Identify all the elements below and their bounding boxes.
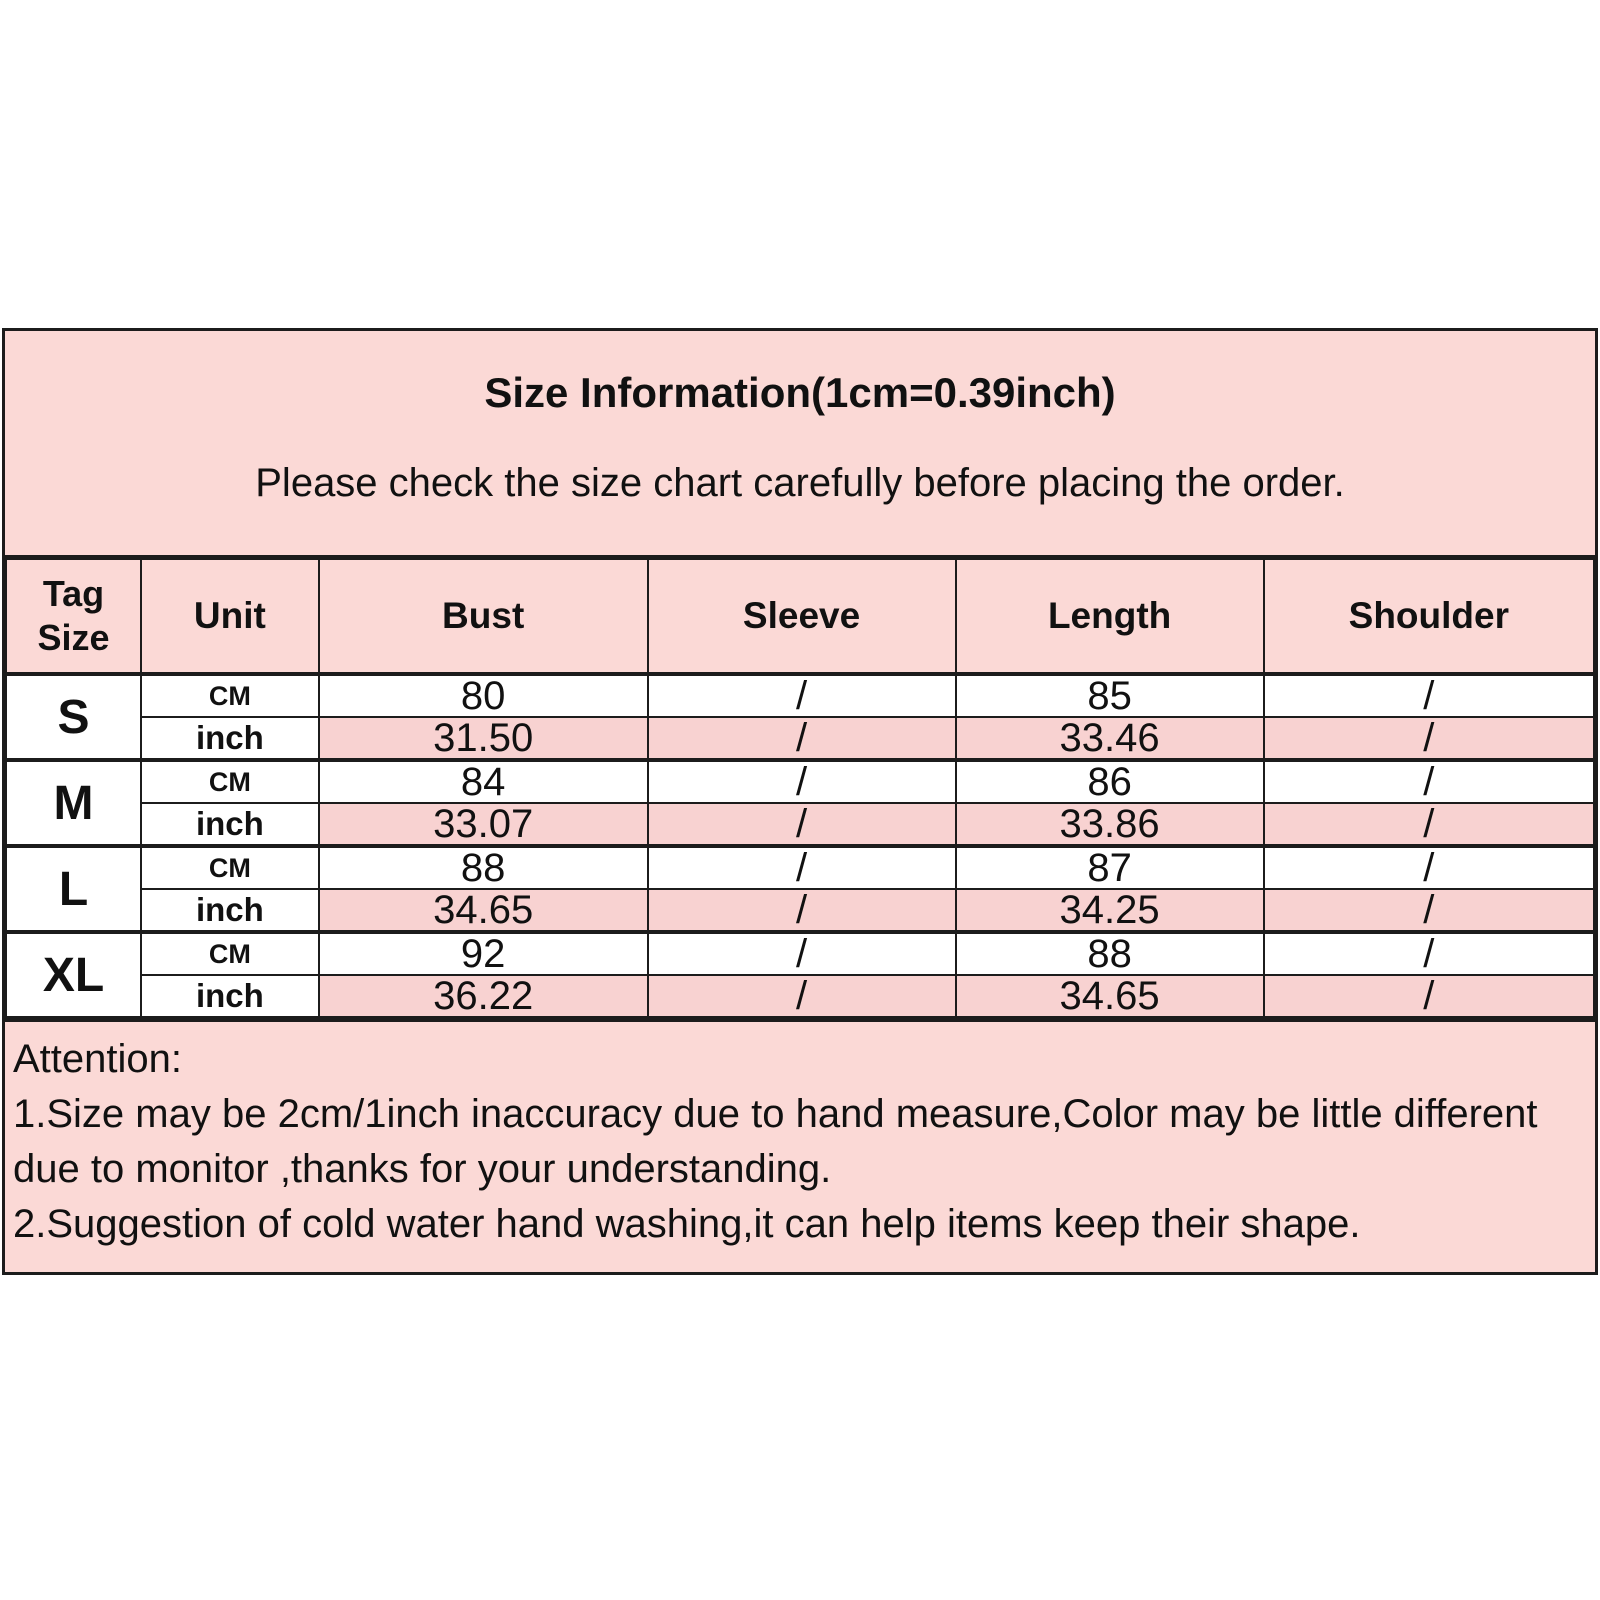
value-s-cm-bust: 80 [319,674,648,717]
value-s-cm-shoulder: / [1264,674,1594,717]
table-row-xl-cm [6,932,1594,975]
unit-label-inch: inch [141,803,319,846]
column-header-tag-size: Tag Size [6,558,141,675]
column-header-length: Length [956,558,1264,675]
value-s-inch-bust: 31.50 [319,717,648,760]
size-info-header [5,331,1595,555]
table-row-xl-inch [6,975,1594,1017]
value-l-inch-sleeve: / [648,889,956,932]
value-m-cm-sleeve: / [648,760,956,803]
tag-size-xl: XL [6,932,141,1017]
value-l-cm-sleeve: / [648,846,956,889]
table-row-m-cm [6,760,1594,803]
value-xl-cm-bust: 92 [319,932,648,975]
column-header-shoulder: Shoulder [1264,558,1594,675]
column-header-bust: Bust [319,558,648,675]
unit-label-cm: CM [141,846,319,889]
attention-note-1: 1.Size may be 2cm/1inch inaccuracy due to hand measure,Color may be little different due to monitor ,thanks for your understanding. [13,1092,1538,1191]
tag-size-m: M [6,760,141,846]
table-row-m-inch [6,803,1594,846]
value-xl-cm-length: 88 [956,932,1264,975]
value-m-cm-bust: 84 [319,760,648,803]
attention-note-2: 2.Suggestion of cold water hand washing,it can help items keep their shape. [13,1202,1361,1246]
unit-label-cm: CM [141,760,319,803]
value-m-cm-length: 86 [956,760,1264,803]
value-m-inch-length: 33.86 [956,803,1264,846]
tag-size-l: L [6,846,141,932]
value-l-cm-length: 87 [956,846,1264,889]
attention-section [5,1018,1595,1272]
value-xl-cm-sleeve: / [648,932,956,975]
size-chart-panel [2,328,1598,1275]
value-l-cm-bust: 88 [319,846,648,889]
table-row-s-cm [6,674,1594,717]
value-m-cm-shoulder: / [1264,760,1594,803]
size-info-title: Size Information(1cm=0.39inch) [484,369,1116,416]
value-l-inch-length: 34.25 [956,889,1264,932]
value-s-cm-length: 85 [956,674,1264,717]
unit-label-cm: CM [141,674,319,717]
attention-heading: Attention: [13,1037,183,1081]
value-m-inch-sleeve: / [648,803,956,846]
table-row-l-cm [6,846,1594,889]
value-m-inch-bust: 33.07 [319,803,648,846]
value-xl-inch-shoulder: / [1264,975,1594,1017]
column-header-unit: Unit [141,558,319,675]
value-xl-inch-bust: 36.22 [319,975,648,1017]
size-info-subtitle: Please check the size chart carefully before placing the order. [255,461,1345,505]
table-row-s-inch [6,717,1594,760]
unit-label-cm: CM [141,932,319,975]
tag-size-s: S [6,674,141,760]
value-l-inch-shoulder: / [1264,889,1594,932]
unit-label-inch: inch [141,975,319,1017]
value-l-inch-bust: 34.65 [319,889,648,932]
unit-label-inch: inch [141,717,319,760]
value-l-cm-shoulder: / [1264,846,1594,889]
unit-label-inch: inch [141,889,319,932]
value-s-cm-sleeve: / [648,674,956,717]
value-xl-inch-sleeve: / [648,975,956,1017]
value-s-inch-shoulder: / [1264,717,1594,760]
size-table [5,555,1595,1018]
column-header-sleeve: Sleeve [648,558,956,675]
value-xl-cm-shoulder: / [1264,932,1594,975]
table-row-l-inch [6,889,1594,932]
value-xl-inch-length: 34.65 [956,975,1264,1017]
value-s-inch-sleeve: / [648,717,956,760]
value-s-inch-length: 33.46 [956,717,1264,760]
value-m-inch-shoulder: / [1264,803,1594,846]
table-header-row [6,558,1594,675]
